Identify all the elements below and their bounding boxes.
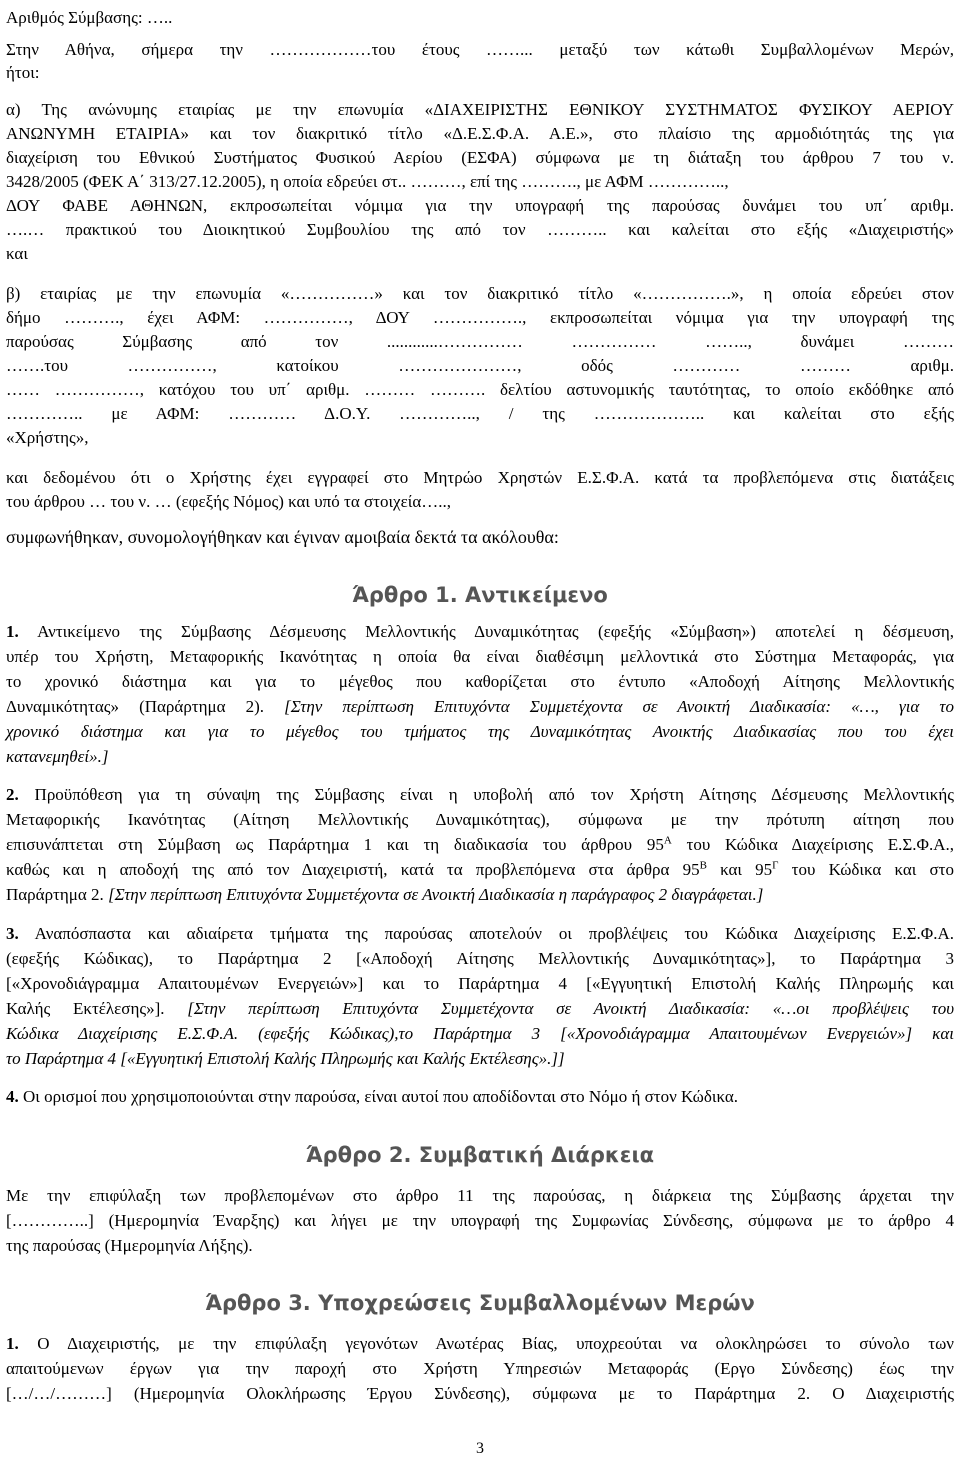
text-line: Με την επιφύλαξη των προβλεπομένων στο άρθρο 11 της παρούσας, η διάρκεια της Σύμβασης άρχεται την [6, 1186, 954, 1205]
text-line: υπέρ του Χρήστη, Μεταφορικής Ικανότητας η οποία θα είναι διαθέσιμη μελλοντικά στο Σύστημα Μεταφοράς, για [6, 647, 954, 666]
text-line: ήτοι: [6, 63, 40, 82]
text-line: κατανεμηθεί».] [6, 747, 109, 766]
article-heading: Άρθρο 3. Υποχρεώσεις Συμβαλλομένων Μερών [205, 1291, 755, 1315]
text-line: 2. Προϋπόθεση για τη σύναψη της Σύμβασης είναι η υποβολή από τον Χρήστη Αίτησης Δέσμευσης Μελλοντικής [6, 785, 954, 804]
text-line: Στην Αθήνα, σήμερα την ………………του έτους ……... μεταξύ των κάτωθι Συμβαλλομένων Μερών, [6, 40, 954, 59]
text-line: 4. Οι ορισμοί που χρησιμοποιούνται στην παρούσα, είναι αυτοί που αποδίδονται στο Νόμο ή στον Κώδικα. [6, 1087, 739, 1106]
text-line: το χρονικό διάστημα και για το μέγεθος που καθορίζεται στο έντυπο «Αποδοχή Αίτησης Μελλοντικής [6, 672, 954, 691]
text-line: δήμο ………., έχει ΑΦΜ: ……………, ΔΟΥ ……………., εκπροσωπείται νόμιμα για την υπογραφή της [6, 308, 954, 327]
text-line: 3. Αναπόσπαστα και αδιαίρετα τμήματα της παρούσας αποτελούν οι προβλέψεις του Κώδικα Διαχείρισης Ε.Σ.Φ.Α. [6, 924, 954, 943]
text-line: 1. Ο Διαχειριστής, με την επιφύλαξη γεγονότων Ανωτέρας Βίας, υποχρεούται να ολοκληρώσει το σύνολο των [6, 1334, 954, 1353]
text-line: παρούσας Σύμβασης από τον ............…………… …………… …….., δυνάμει ……… [6, 332, 954, 351]
text-line: διαχείριση του Εθνικού Συστήματος Φυσικού Αερίου (ΕΣΦΑ) σύμφωνα με τη διάταξη του άρθρου 7 του ν. [6, 148, 954, 167]
text-line: ΑΝΩΝΥΜΗ ΕΤΑΙΡΙΑ» και τον διακριτικό τίτλο «Δ.Ε.Σ.Φ.Α. Α.Ε.», στο πλαίσιο της αρμοδιότητάς της για [6, 124, 954, 143]
text-line: συμφωνήθηκαν, συνομολογήθηκαν και έγιναν αμοιβαία δεκτά τα ακόλουθα: [6, 527, 559, 547]
text-line: Μεταφορικής Ικανότητας (Αίτηση Μελλοντικής Δυναμικότητας), σύμφωνα με την πρότυπη αίτηση που [6, 810, 954, 829]
text-line: …… ……………, κατόχου του υπ΄ αριθμ. ……… ………. δελτίου αστυνομικής ταυτότητας, το οποίο εκδόθηκε από [6, 380, 954, 399]
text-line: «Χρήστης», [6, 428, 89, 447]
text-line: χρονικό διάστημα και για το μέγεθος του τμήματος της Δυναμικότητας Ανοικτής Διαδικασίας που του έχει [6, 722, 954, 741]
text-line: απαιτούμενων έργων για την παροχή στο Χρήστη Υπηρεσιών Μεταφοράς (Εργο Σύνδεσης) έως την [6, 1359, 954, 1378]
text-line: ΔΟΥ ΦΑΒΕ ΑΘΗΝΩΝ, εκπροσωπείται νόμιμα για την υπογραφή της παρούσας δυνάμει του υπ΄ αριθμ. [6, 196, 954, 215]
page-number: 3 [476, 1440, 484, 1457]
text-line: και δεδομένου ότι ο Χρήστης έχει εγγραφεί στο Μητρώο Χρηστών Ε.Σ.Φ.Α. κατά τα προβλεπόμενα στις διατάξεις [6, 468, 954, 487]
text-line: […/…/………] (Ημερομηνία Ολοκλήρωσης Έργου Σύνδεσης), σύμφωνα με το Παράρτημα 2. Ο Διαχειριστής [6, 1384, 954, 1403]
text-line: της παρούσας (Ημερομηνία Λήξης). [6, 1236, 253, 1255]
text-line: 1. Αντικείμενο της Σύμβασης Δέσμευσης Μελλοντικής Δυναμικότητας (εφεξής «Σύμβαση») αποτελεί η δέσμευση, [6, 622, 954, 641]
text-line: β) εταιρίας με την επωνυμία «……………» και τον διακριτικό τίτλο «…………….», η οποία εδρεύει στον [6, 284, 954, 303]
article-heading: Άρθρο 1. Αντικείμενο [352, 583, 608, 607]
text-line: επισυνάπτεται στη Σύμβαση ως Παράρτημα 1 και τη διαδικασία του άρθρου $95^A$ του Κώδικα Διαχείρισης Ε.Σ.Φ.Α., [6, 834, 954, 854]
text-line: το Παράρτημα 4 [«Εγγυητική Επιστολή Καλής Πληρωμής και Καλής Εκτέλεσης».]] [6, 1049, 565, 1068]
text-line: και [6, 244, 28, 263]
text-line: Δυναμικότητας» (Παράρτημα 2). [Στην περίπτωση Επιτυχόντα Συμμετέχοντα σε Ανοικτή Διαδικασία: «…, για το [6, 697, 955, 716]
text-line: …….του ……………, κατοίκου …………………, οδός ………… ……… αριθμ. [6, 356, 954, 375]
text-line: ………….. με ΑΦΜ: ………… Δ.Ο.Υ. ………….., / της ……………….. και καλείται στο εξής [6, 404, 954, 423]
text-line: του άρθρου … του ν. … (εφεξής Νόμος) και υπό τα στοιχεία….., [6, 492, 451, 511]
text-line: [«Χρονοδιάγραμμα Απαιτουμένων Ενεργειών»] και το Παράρτημα 4 [«Εγγυητική Επιστολή Καλής Πληρωμής και [6, 974, 954, 993]
article-heading: Άρθρο 2. Συμβατική Διάρκεια [305, 1143, 655, 1167]
text-line: καθώς και η αποδοχή της από τον Διαχειριστή, κατά τα προβλεπόμενα στα άρθρα $95^B$ και $95^\Gamma$ του Κώδικα και στο [6, 859, 954, 879]
text-line: Καλής Εκτέλεσης»]. [Στην περίπτωση Επιτυχόντα Συμμετέχοντα σε Ανοικτή Διαδικασία: «…οι προβλέψεις του [6, 999, 954, 1018]
text-line: Αριθμός Σύμβασης: ….. [6, 8, 173, 27]
text-line: ….… πρακτικού του Διοικητικού Συμβουλίου της από τον ……….. και καλείται στο εξής «Διαχειριστής» [6, 220, 954, 239]
text-line: Κώδικα Διαχείρισης Ε.Σ.Φ.Α. (εφεξής Κώδικας),το Παράρτημα 3 [«Χρονοδιάγραμμα Απαιτουμένων Ενεργειών»] και [6, 1024, 954, 1043]
text-line: α) Της ανώνυμης εταιρίας με την επωνυμία «ΔΙΑΧΕΙΡΙΣΤΗΣ ΕΘΝΙΚΟΥ ΣΥΣΤΗΜΑΤΟΣ ΦΥΣΙΚΟΥ ΑΕΡΙΟΥ [6, 100, 954, 119]
text-line: 3428/2005 (ΦΕΚ Α΄ 313/27.12.2005), η οποία εδρεύει στ.. ………, επί της ………., με ΑΦΜ ………….., [6, 172, 729, 191]
text-line: (εφεξής Κώδικας), το Παράρτημα 2 [«Αποδοχή Αίτησης Μελλοντικής Δυναμικότητας»], το Παράρτημα 3 [6, 949, 954, 968]
text-line: […………..] (Ημερομηνία Έναρξης) και λήγει με την υπογραφή της Συμφωνίας Σύνδεσης, σύμφωνα με το άρθρο 4 [6, 1211, 954, 1230]
text-line: Παράρτημα 2. [Στην περίπτωση Επιτυχόντα Συμμετέχοντα σε Ανοικτή Διαδικασία η παράγραφος 2 διαγράφεται.] [6, 885, 764, 904]
